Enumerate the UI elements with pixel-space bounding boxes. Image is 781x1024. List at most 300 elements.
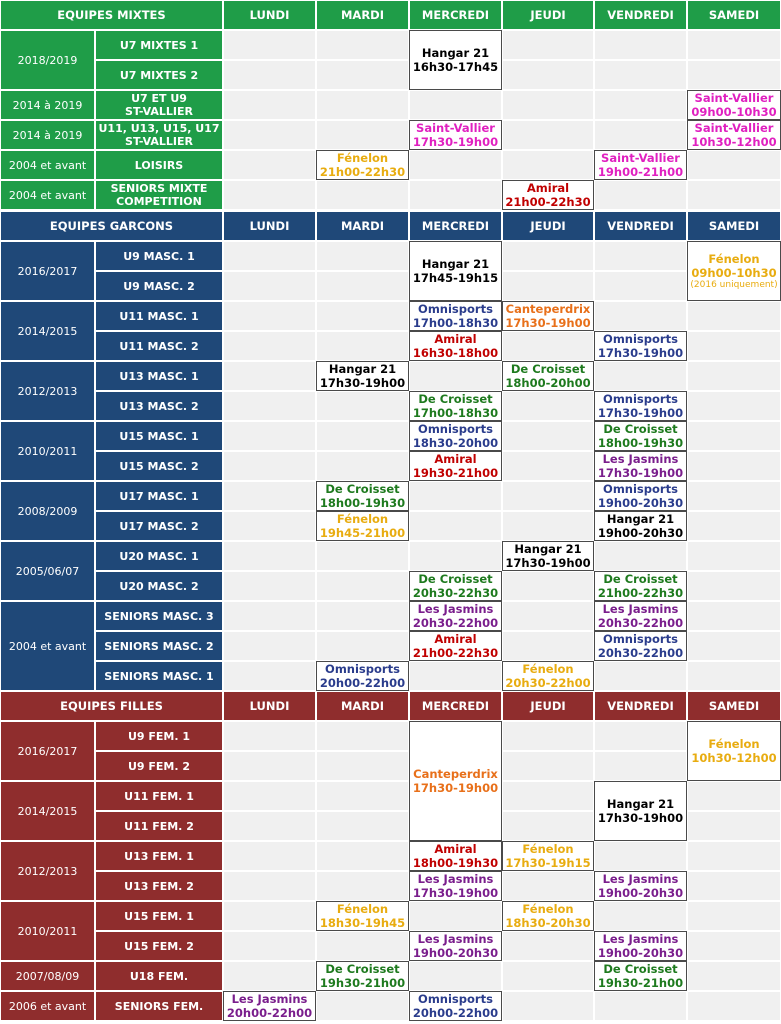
team-name [95,751,223,781]
team-label: U7 ET U9 ST-VALLIER [125,92,193,118]
day-label: MARDI [340,219,385,233]
free-slot [502,781,594,811]
free-slot [316,721,409,751]
free-slot [316,180,409,210]
year-label: 2018/2019 [17,53,78,67]
free-slot [687,361,781,391]
venue-name: Les Jasmins [602,452,679,466]
free-slot [316,301,409,331]
time-range: 21h00-22h30 [505,195,591,209]
free-slot [409,481,502,511]
year-label: 2016/2017 [17,744,78,758]
free-slot [594,271,687,301]
training-slot [316,901,409,931]
team-label: U15 FEM. 1 [124,909,194,923]
free-slot [502,631,594,661]
time-range: 19h45-21h00 [319,526,406,540]
day-label: SAMEDI [708,219,760,233]
training-slot [594,631,687,661]
team-name [95,961,223,991]
day-header-mardi [316,0,409,30]
free-slot [223,451,316,481]
team-name [95,871,223,901]
day-label: LUNDI [249,8,290,22]
year-group [0,180,95,210]
training-slot [409,841,502,871]
year-label: 2004 et avant [8,188,87,202]
free-slot [502,451,594,481]
training-slot [409,451,502,481]
free-slot [223,30,316,60]
training-slot [594,481,687,511]
team-name [95,120,223,150]
team-name [95,781,223,811]
venue-name: Hangar 21 [606,797,675,811]
free-slot [687,601,781,631]
free-slot [223,120,316,150]
free-slot [594,991,687,1021]
year-group [0,991,95,1021]
training-slot [409,331,502,361]
day-header-jeudi [502,691,594,721]
team-name [95,721,223,751]
free-slot [223,90,316,120]
time-range: 17h00-18h30 [412,406,499,420]
section-title: EQUIPES FILLES [60,699,163,713]
free-slot [594,180,687,210]
free-slot [502,60,594,90]
team-label: U9 FEM. 1 [127,729,191,743]
venue-name: Fénelon [522,902,574,916]
free-slot [223,751,316,781]
venue-name: Fénelon [336,902,389,916]
day-header-samedi [687,0,781,30]
free-slot [316,811,409,841]
training-slot [409,391,502,421]
section-title: EQUIPES GARCONS [49,219,174,233]
day-label: VENDREDI [607,8,674,22]
free-slot [409,541,502,571]
free-slot [316,271,409,301]
year-group [0,961,95,991]
time-range: 19h00-20h30 [597,946,684,960]
free-slot [594,30,687,60]
team-label: U11 MASC. 1 [119,309,199,323]
year-group [0,421,95,481]
training-slot [409,931,502,961]
day-label: MERCREDI [421,219,490,233]
training-slot [687,90,781,120]
free-slot [502,30,594,60]
free-slot [316,421,409,451]
free-slot [223,901,316,931]
free-slot [223,180,316,210]
free-slot [502,271,594,301]
day-header-vendredi [594,211,687,241]
free-slot [594,120,687,150]
free-slot [223,271,316,301]
free-slot [223,60,316,90]
team-name [95,451,223,481]
free-slot [687,180,781,210]
time-range: 19h00-20h30 [597,886,684,900]
time-range: 21h00-22h30 [319,165,406,179]
free-slot [223,841,316,871]
free-slot [223,391,316,421]
day-label: SAMEDI [708,8,760,22]
training-slot [409,871,502,901]
training-slot [502,301,594,331]
team-label: U13 FEM. 1 [124,849,194,863]
time-range: 17h30-19h00 [597,346,684,360]
training-slot [409,241,502,301]
training-slot [502,180,594,210]
free-slot [502,511,594,541]
team-name [95,511,223,541]
free-slot [687,991,781,1021]
venue-name: Hangar 21 [606,512,675,526]
free-slot [594,90,687,120]
venue-name: Les Jasmins [417,872,494,886]
day-header-samedi [687,691,781,721]
training-slot [409,631,502,661]
year-group [0,841,95,901]
day-header-vendredi [594,0,687,30]
free-slot [687,901,781,931]
free-slot [316,931,409,961]
free-slot [502,931,594,961]
team-label: U11 FEM. 2 [124,819,194,833]
free-slot [223,481,316,511]
day-header-samedi [687,211,781,241]
venue-name: Omnisports [325,662,400,676]
training-slot [409,571,502,601]
free-slot [223,571,316,601]
team-label: U7 MIXTES 1 [119,38,199,52]
time-range: 18h30-19h45 [319,916,406,930]
training-slot [594,601,687,631]
venue-name: Les Jasmins [602,602,679,616]
venue-name: Les Jasmins [231,992,308,1006]
free-slot [223,421,316,451]
time-range: 19h30-21h00 [412,466,499,480]
team-name [95,661,223,691]
time-range: 17h30-19h00 [597,406,684,420]
team-label: U11 MASC. 2 [119,339,199,353]
team-label: U11, U13, U15, U17 ST-VALLIER [98,122,220,148]
year-group [0,301,95,361]
year-group [0,781,95,841]
team-name [95,30,223,60]
free-slot [502,391,594,421]
venue-name: Les Jasmins [602,872,679,886]
day-header-jeudi [502,211,594,241]
year-group [0,90,95,120]
free-slot [223,150,316,180]
free-slot [223,931,316,961]
training-slot [594,451,687,481]
free-slot [223,871,316,901]
free-slot [687,511,781,541]
free-slot [687,541,781,571]
free-slot [223,361,316,391]
venue-name: De Croisset [603,422,678,436]
time-range: 20h30-22h00 [597,646,684,660]
free-slot [502,601,594,631]
free-slot [687,961,781,991]
training-slot [316,511,409,541]
free-slot [502,331,594,361]
time-range: 17h30-19h00 [597,466,684,480]
venue-name: Les Jasmins [417,932,494,946]
year-label: 2004 et avant [8,639,87,653]
venue-name: Saint-Vallier [416,121,495,135]
day-header-lundi [223,211,316,241]
time-range: 19h00-20h30 [597,526,684,540]
time-range: 17h30-19h00 [597,811,684,825]
time-range: 20h30-22h00 [505,676,591,690]
venue-name: Saint-Vallier [694,121,774,135]
team-label: U18 FEM. [129,969,189,983]
team-label: U20 MASC. 2 [119,579,199,593]
free-slot [687,811,781,841]
free-slot [223,511,316,541]
day-label: JEUDI [530,8,566,22]
team-name [95,901,223,931]
training-slot [502,361,594,391]
venue-name: Fénelon [522,662,574,676]
team-name [95,271,223,301]
time-range: 18h00-19h30 [412,856,499,870]
training-slot [594,391,687,421]
free-slot [223,241,316,271]
day-label: JEUDI [530,699,566,713]
training-slot [594,931,687,961]
free-slot [316,541,409,571]
free-slot [316,60,409,90]
free-slot [594,301,687,331]
team-name [95,931,223,961]
free-slot [316,991,409,1021]
free-slot [594,841,687,871]
time-range: 20h30-22h30 [412,586,499,600]
free-slot [316,751,409,781]
venue-name: Fénelon [708,251,760,266]
free-slot [409,511,502,541]
free-slot [409,150,502,180]
time-range: 20h30-22h00 [597,616,684,630]
day-label: LUNDI [249,219,290,233]
free-slot [223,721,316,751]
free-slot [223,661,316,691]
time-range: 17h30-19h00 [505,316,591,330]
free-slot [687,871,781,901]
team-name [95,571,223,601]
team-name [95,841,223,871]
venue-name: De Croisset [418,572,493,586]
team-label: SENIORS MASC. 1 [104,669,214,683]
year-label: 2007/08/09 [15,969,80,983]
training-slot [594,961,687,991]
team-name [95,811,223,841]
venue-name: Fénelon [522,842,574,856]
training-slot [223,991,316,1021]
year-group [0,901,95,961]
training-slot [502,901,594,931]
training-slot [316,661,409,691]
venue-name: Fénelon [708,737,760,751]
free-slot [687,451,781,481]
free-slot [502,481,594,511]
free-slot [316,120,409,150]
team-name [95,631,223,661]
free-slot [594,661,687,691]
team-name [95,991,223,1021]
time-range: 19h30-21h00 [597,976,684,990]
venue-name: Hangar 21 [421,46,490,60]
free-slot [594,721,687,751]
free-slot [502,871,594,901]
time-range: 17h30-19h00 [412,135,499,149]
free-slot [316,871,409,901]
team-name [95,60,223,90]
training-slot [316,150,409,180]
day-label: SAMEDI [708,699,760,713]
training-slot [409,120,502,150]
free-slot [502,811,594,841]
team-label: U13 MASC. 1 [119,369,199,383]
time-range: 09h00-10h30 [691,265,777,280]
free-slot [687,30,781,60]
year-group [0,120,95,150]
day-header-jeudi [502,0,594,30]
free-slot [316,241,409,271]
team-name [95,481,223,511]
year-group [0,721,95,781]
day-label: MERCREDI [421,699,490,713]
free-slot [687,301,781,331]
time-range: 09h00-10h30 [691,105,777,119]
free-slot [502,120,594,150]
free-slot [316,391,409,421]
free-slot [409,361,502,391]
free-slot [687,421,781,451]
time-range: 18h00-19h30 [597,436,684,450]
free-slot [687,631,781,661]
day-header-lundi [223,0,316,30]
free-slot [223,781,316,811]
section-title: EQUIPES MIXTES [57,8,166,22]
time-range: 19h00-21h00 [597,165,684,179]
free-slot [316,601,409,631]
training-slot [687,721,781,781]
free-slot [687,391,781,421]
training-slot [594,421,687,451]
venue-name: De Croisset [325,962,400,976]
training-slot [594,331,687,361]
training-slot [594,150,687,180]
year-group [0,361,95,421]
time-range: 19h00-20h30 [597,496,684,510]
section-header-garcons [0,211,223,241]
training-slot [594,511,687,541]
free-slot [502,571,594,601]
free-slot [316,90,409,120]
time-range: 17h30-19h15 [505,856,591,870]
team-label: U7 MIXTES 2 [119,68,199,82]
day-label: VENDREDI [607,699,674,713]
free-slot [409,901,502,931]
venue-name: Amiral [434,632,477,646]
training-slot [409,30,502,90]
team-label: U17 MASC. 2 [119,519,199,533]
free-slot [223,301,316,331]
team-name [95,180,223,210]
training-slot [409,721,502,841]
year-label: 2014/2015 [17,804,78,818]
free-slot [316,331,409,361]
time-range: 17h30-19h00 [412,781,499,795]
team-label: LOISIRS [134,158,184,172]
day-header-mercredi [409,211,502,241]
free-slot [502,751,594,781]
team-label: SENIORS FEM. [114,999,204,1013]
free-slot [223,961,316,991]
year-label: 2004 et avant [8,158,87,172]
year-group [0,541,95,601]
team-label: U9 MASC. 2 [123,279,195,293]
team-name [95,361,223,391]
day-label: MERCREDI [421,8,490,22]
time-range: 18h30-20h30 [505,916,591,930]
free-slot [409,961,502,991]
free-slot [316,841,409,871]
free-slot [594,241,687,271]
time-range: 20h00-22h00 [412,1006,499,1020]
training-slot [409,301,502,331]
year-group [0,241,95,301]
team-label: U13 FEM. 2 [124,879,194,893]
team-name [95,90,223,120]
free-slot [502,991,594,1021]
day-label: VENDREDI [607,219,674,233]
year-label: 2008/2009 [17,504,78,518]
venue-name: Fénelon [336,512,389,526]
training-slot [594,781,687,841]
year-label: 2006 et avant [8,999,87,1013]
free-slot [687,931,781,961]
time-range: 18h30-20h00 [412,436,499,450]
venue-name: Omnisports [418,422,493,436]
team-label: U9 FEM. 2 [127,759,191,773]
venue-name: Amiral [434,332,477,346]
day-header-mercredi [409,0,502,30]
time-range: 18h00-19h30 [319,496,406,510]
time-range: 20h00-22h00 [226,1006,313,1020]
venue-name: Hangar 21 [328,362,397,376]
training-slot [409,421,502,451]
venue-name: De Croisset [603,572,678,586]
time-range: 20h30-22h00 [412,616,499,630]
year-group [0,30,95,90]
year-label: 2010/2011 [17,444,78,458]
venue-name: De Croisset [325,482,400,496]
team-label: U15 MASC. 1 [119,429,199,443]
year-label: 2016/2017 [17,264,78,278]
section-header-filles [0,691,223,721]
day-label: LUNDI [249,699,290,713]
team-label: U20 MASC. 1 [119,549,199,563]
